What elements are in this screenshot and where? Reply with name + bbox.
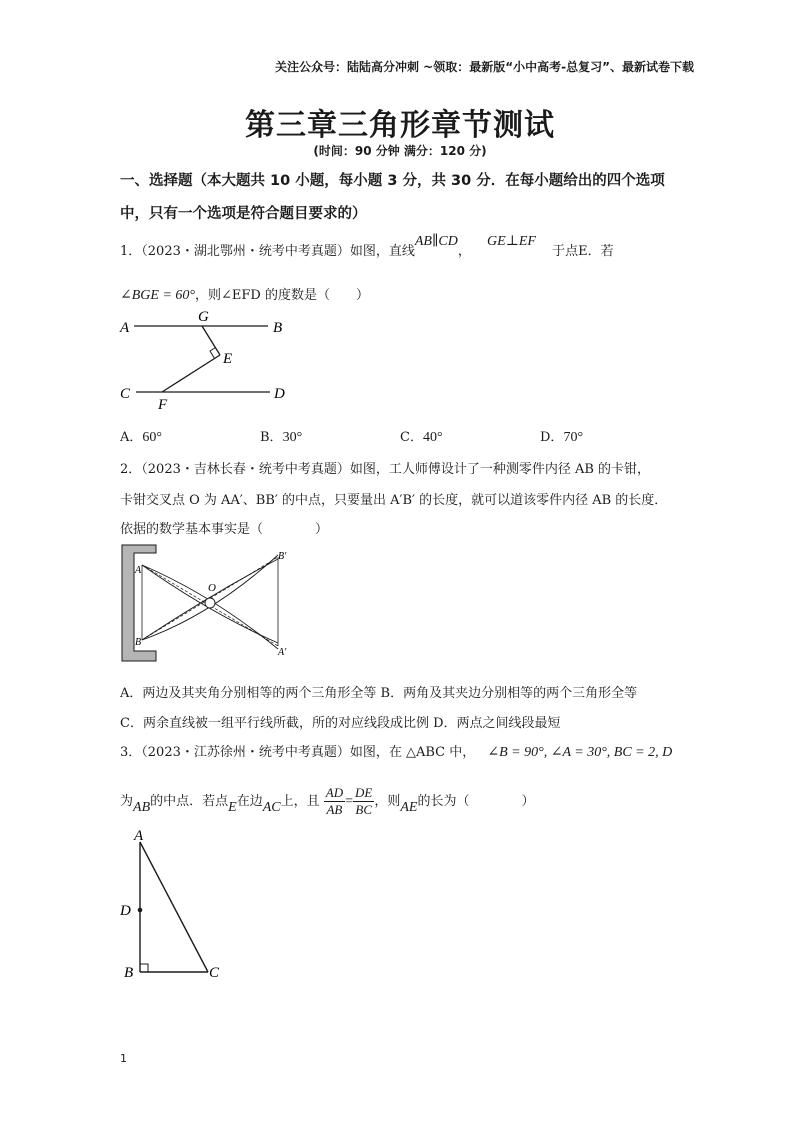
q1-line1 [120,234,614,260]
label-g: G [198,309,209,325]
right-angle-mark [140,964,148,972]
q1-option-d: D．70° [540,430,584,445]
q1-sep: ， [457,244,471,259]
q3-line1 [120,741,672,761]
side-ac [140,842,208,972]
section-heading: 一、选择题（本大题共 10 小题，每小题 3 分，共 30 分．在每小题给出的四个选项中，只有一个选项是符合题目要求的） [120,173,665,222]
label-o: O [208,582,216,594]
right-angle-mark [210,348,216,359]
label-a-prime: A′ [278,647,287,658]
fraction-ad-ab: $\frac{AD}{AB}$ [325,785,344,817]
q1-figure [118,306,303,412]
label-a: A [135,565,142,576]
page-number: 1 [120,1052,127,1065]
q1-question: ，则∠EFD 的度数是（ ） [195,288,369,303]
label-b-prime: B′ [278,551,287,562]
label-a: A [134,828,144,844]
q2-options-row2: C．两余直线被一组平行线所截，所的对应线段成比例 D．两点之间线段最短 [120,716,561,731]
q3-intro: 3．（2023・江苏徐州・统考中考真题）如图，在 △ABC 中， [120,745,476,760]
q2-line1: 2．（2023・吉林长春・统考中考真题）如图，工人师傅设计了一种测零件内径 AB 的卡钳， [120,462,651,477]
page-title: 第三章三角形章节测试 [245,108,555,143]
label-f: F [158,397,168,412]
q1-angle-given: ∠BGE = 60° [120,288,195,303]
q1-math-perp: GE⊥EF [487,234,536,249]
q1-option-b: B．30° [260,430,303,445]
label-d: D [120,903,131,919]
page-subtitle: (时间：90 分钟 满分：120 分) [313,144,487,158]
q3-figure [118,828,228,980]
label-e: E [223,351,233,367]
q1-line2 [120,284,369,304]
header-note: 关注公众号：陆陆高分冲刺 ~领取：最新版“小中高考-总复习”、最新试卷下载 [275,60,694,74]
q1-tail: 于点E．若 [552,244,614,259]
q3-conditions: ∠B = 90°, ∠A = 30°, BC = 2, D [487,745,673,760]
point-d [138,908,143,913]
fraction-de-bc: $\frac{DE}{BC}$ [355,785,373,817]
q2-options-row1: A．两边及其夹角分别相等的两个三角形全等 B．两角及其夹边分别相等的两个三角形全等 [120,686,638,701]
q1-option-c: C．40° [400,430,443,445]
label-b: B [135,637,142,648]
label-c: C [120,386,131,402]
label-d: D [274,386,285,402]
q1-math-parallel: AB∥CD [414,234,458,249]
pivot-o [205,598,215,608]
q2-line2: 卡钳交叉点 O 为 AA′、BB′ 的中点，只要量出 A′B′ 的长度，就可以道该零件内径 AB 的长度． [120,493,668,508]
segment-ef [162,355,220,392]
label-b: B [273,320,283,336]
label-a: A [120,320,130,336]
label-c: C [209,965,220,980]
q2-line3: 依据的数学基本事实是（ ） [120,522,329,537]
label-b: B [124,965,134,980]
q2-figure [120,543,295,665]
q1-option-a: A．60° [120,430,162,445]
q3-line2: 为AB的中点．若点E在边AC上，且 $\frac{AD}{AB}$ = $\frac{DE}{BC}$ ，则AE的长为（ ） [120,785,535,817]
q1-intro: 1．（2023・湖北鄂州・统考中考真题）如图，直线 [120,244,415,259]
